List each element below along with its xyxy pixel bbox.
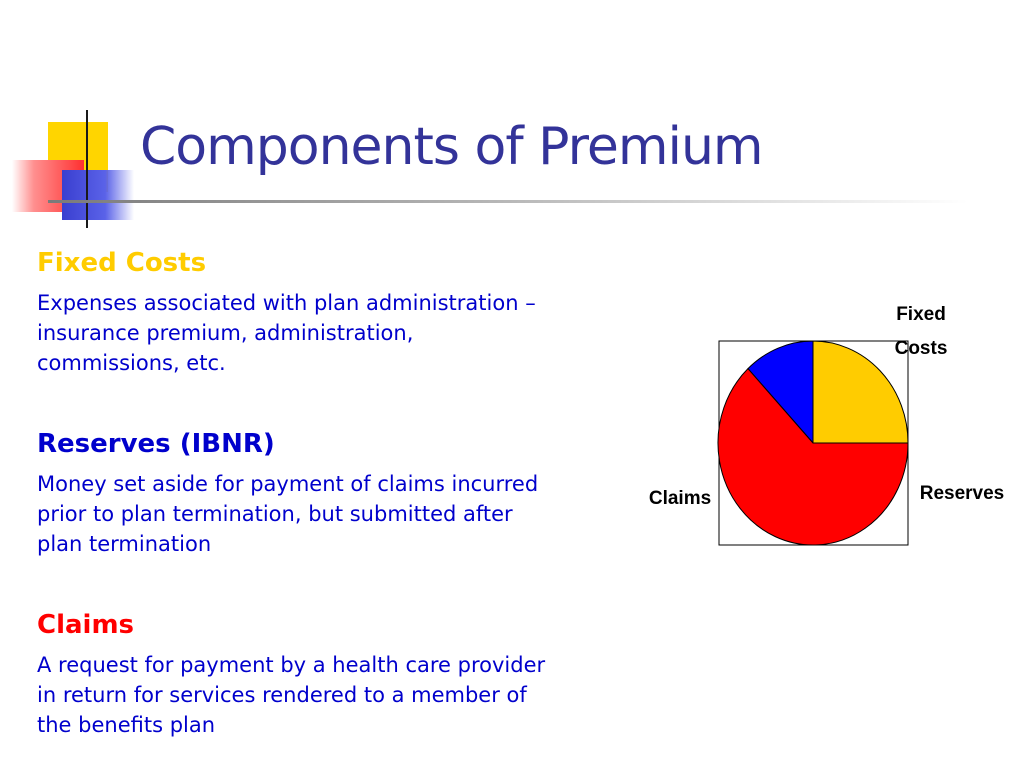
claims-heading: Claims <box>37 610 135 640</box>
pie-label-claims: Claims <box>648 488 712 509</box>
reserves-description: Money set aside for payment of claims incurred prior to plan termination, but submitted after plan termination <box>37 472 539 556</box>
pie-label-fixed-costs: Fixed Costs <box>894 304 948 359</box>
fixed-costs-heading: Fixed Costs <box>37 248 207 278</box>
reserves-heading: Reserves (IBNR) <box>37 429 275 459</box>
fixed-costs-description: Expenses associated with plan administration – insurance premium, administration, commissions, etc. <box>37 291 536 375</box>
pie-label-reserves: Reserves <box>919 483 1005 504</box>
claims-description: A request for payment by a health care provider in return for services rendered to a member of the benefits plan <box>37 653 546 737</box>
pie-slices <box>718 341 908 545</box>
slide-title: Components of Premium <box>140 117 763 177</box>
